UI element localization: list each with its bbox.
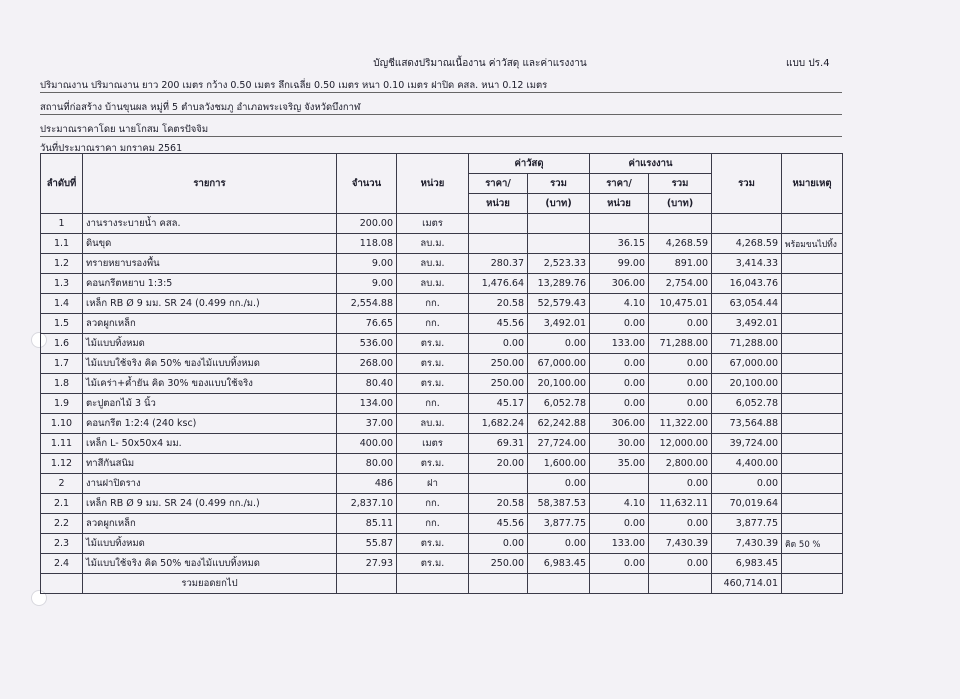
row-qty-cell: 200.00 — [337, 214, 397, 234]
header-material-sum: รวม — [528, 174, 590, 194]
row-labor-total-cell: 0.00 — [649, 474, 712, 494]
row-no-cell: 2.2 — [41, 514, 83, 534]
footer-cell — [337, 574, 397, 594]
row-item-cell: ทาสีกันสนิม — [83, 454, 337, 474]
row-total-cell: 73,564.88 — [712, 414, 782, 434]
row-item-cell: ไม้แบบใช้จริง คิด 50% ของไม้แบบทิ้งหมด — [83, 354, 337, 374]
row-labor-price-cell: 0.00 — [590, 514, 649, 534]
row-unit-cell: ลบ.ม. — [397, 414, 469, 434]
row-item-cell: เหล็ก RB Ø 9 มม. SR 24 (0.499 กก./ม.) — [83, 494, 337, 514]
row-total-cell: 63,054.44 — [712, 294, 782, 314]
table-row — [41, 314, 843, 334]
row-labor-price-cell: 0.00 — [590, 314, 649, 334]
row-no-cell: 1.7 — [41, 354, 83, 374]
row-material-total-cell: 0.00 — [528, 474, 590, 494]
row-qty-cell: 85.11 — [337, 514, 397, 534]
row-labor-total-cell: 0.00 — [649, 514, 712, 534]
row-remark-cell — [782, 334, 843, 354]
row-material-price-cell: 1,682.24 — [469, 414, 528, 434]
footer-cell — [469, 574, 528, 594]
row-labor-price-cell: 99.00 — [590, 254, 649, 274]
row-labor-total-cell: 0.00 — [649, 354, 712, 374]
row-qty-cell: 486 — [337, 474, 397, 494]
row-labor-total-cell: 11,322.00 — [649, 414, 712, 434]
row-material-total-cell: 27,724.00 — [528, 434, 590, 454]
row-remark-cell: คิด 50 % — [782, 534, 843, 554]
row-unit-cell: กก. — [397, 314, 469, 334]
row-remark-cell — [782, 214, 843, 234]
row-labor-price-cell: 35.00 — [590, 454, 649, 474]
cost-table — [40, 153, 843, 594]
footer-cell — [528, 574, 590, 594]
row-total-cell: 0.00 — [712, 474, 782, 494]
table-row — [41, 334, 843, 354]
row-qty-cell: 536.00 — [337, 334, 397, 354]
row-qty-cell: 27.93 — [337, 554, 397, 574]
row-no-cell: 2 — [41, 474, 83, 494]
row-labor-price-cell: 133.00 — [590, 534, 649, 554]
row-unit-cell: ตร.ม. — [397, 534, 469, 554]
row-total-cell: 67,000.00 — [712, 354, 782, 374]
row-labor-total-cell: 0.00 — [649, 554, 712, 574]
row-material-price-cell: 20.58 — [469, 494, 528, 514]
row-material-price-cell: 45.17 — [469, 394, 528, 414]
row-total-cell: 39,724.00 — [712, 434, 782, 454]
row-material-total-cell: 20,100.00 — [528, 374, 590, 394]
row-labor-total-cell: 4,268.59 — [649, 234, 712, 254]
row-labor-price-cell: 0.00 — [590, 554, 649, 574]
row-total-cell: 20,100.00 — [712, 374, 782, 394]
row-qty-cell: 2,554.88 — [337, 294, 397, 314]
row-total-cell: 70,019.64 — [712, 494, 782, 514]
row-no-cell: 2.3 — [41, 534, 83, 554]
footer-cell — [397, 574, 469, 594]
row-remark-cell — [782, 274, 843, 294]
row-total-cell: 6,052.78 — [712, 394, 782, 414]
row-remark-cell — [782, 474, 843, 494]
row-total-cell: 7,430.39 — [712, 534, 782, 554]
row-item-cell: เหล็ก L- 50x50x4 มม. — [83, 434, 337, 454]
footer-row — [41, 574, 843, 594]
row-labor-total-cell: 71,288.00 — [649, 334, 712, 354]
row-total-cell: 4,400.00 — [712, 454, 782, 474]
row-labor-total-cell: 0.00 — [649, 314, 712, 334]
footer-cell — [41, 574, 83, 594]
row-material-price-cell — [469, 214, 528, 234]
location-info: สถานที่ก่อสร้าง บ้านขุนผล หมู่ที่ 5 ตำบลวังชมภู อำเภอพระเจริญ จังหวัดบึงกาฬ — [40, 102, 361, 113]
row-no-cell: 1.1 — [41, 234, 83, 254]
row-labor-price-cell: 4.10 — [590, 294, 649, 314]
row-remark-cell: พร้อมขนไปทิ้ง — [782, 234, 843, 254]
row-labor-total-cell: 7,430.39 — [649, 534, 712, 554]
row-material-price-cell: 20.58 — [469, 294, 528, 314]
footer-cell — [649, 574, 712, 594]
row-item-cell: ไม้แบบใช้จริง คิด 50% ของไม้แบบทิ้งหมด — [83, 554, 337, 574]
row-total-cell: 3,877.75 — [712, 514, 782, 534]
row-labor-total-cell: 11,632.11 — [649, 494, 712, 514]
row-material-price-cell: 250.00 — [469, 554, 528, 574]
row-material-total-cell: 67,000.00 — [528, 354, 590, 374]
table-row — [41, 514, 843, 534]
header-material-sum-unit: (บาท) — [528, 194, 590, 214]
row-unit-cell: ตร.ม. — [397, 334, 469, 354]
header-total: รวม — [712, 154, 782, 214]
header-labor-sum-unit: (บาท) — [649, 194, 712, 214]
header-labor-sum: รวม — [649, 174, 712, 194]
row-labor-price-cell: 306.00 — [590, 274, 649, 294]
row-material-price-cell: 45.56 — [469, 514, 528, 534]
row-unit-cell: ฝา — [397, 474, 469, 494]
row-labor-price-cell — [590, 214, 649, 234]
row-unit-cell: ตร.ม. — [397, 354, 469, 374]
row-item-cell: ไม้แบบทิ้งหมด — [83, 534, 337, 554]
row-material-total-cell: 0.00 — [528, 534, 590, 554]
row-item-cell: ไม้เคร่า+ค้ำยัน คิด 30% ของแบบใช้จริง — [83, 374, 337, 394]
row-no-cell: 2.1 — [41, 494, 83, 514]
table-body — [41, 214, 843, 574]
row-qty-cell: 134.00 — [337, 394, 397, 414]
row-material-price-cell: 0.00 — [469, 334, 528, 354]
row-material-total-cell: 1,600.00 — [528, 454, 590, 474]
row-item-cell: ดินขุด — [83, 234, 337, 254]
row-material-price-cell: 20.00 — [469, 454, 528, 474]
row-labor-total-cell: 12,000.00 — [649, 434, 712, 454]
row-item-cell: เหล็ก RB Ø 9 มม. SR 24 (0.499 กก./ม.) — [83, 294, 337, 314]
row-no-cell: 1.12 — [41, 454, 83, 474]
row-unit-cell: กก. — [397, 514, 469, 534]
table-row — [41, 554, 843, 574]
row-qty-cell: 118.08 — [337, 234, 397, 254]
row-material-price-cell: 1,476.64 — [469, 274, 528, 294]
row-labor-total-cell: 891.00 — [649, 254, 712, 274]
row-material-total-cell: 2,523.33 — [528, 254, 590, 274]
row-labor-total-cell: 0.00 — [649, 374, 712, 394]
row-labor-total-cell: 2,800.00 — [649, 454, 712, 474]
table-row — [41, 274, 843, 294]
document-title: บัญชีแสดงปริมาณเนื้องาน ค่าวัสดุ และค่าแรงงาน — [373, 58, 587, 69]
footer-cell — [590, 574, 649, 594]
row-material-total-cell: 3,492.01 — [528, 314, 590, 334]
row-no-cell: 1.3 — [41, 274, 83, 294]
row-unit-cell: ลบ.ม. — [397, 234, 469, 254]
row-item-cell: ตะปูตอกไม้ 3 นิ้ว — [83, 394, 337, 414]
row-unit-cell: ตร.ม. — [397, 374, 469, 394]
header-remark: หมายเหตุ — [782, 154, 843, 214]
row-item-cell: คอนกรีต 1:2:4 (240 ksc) — [83, 414, 337, 434]
row-material-total-cell — [528, 234, 590, 254]
row-unit-cell: ตร.ม. — [397, 554, 469, 574]
row-material-total-cell: 13,289.76 — [528, 274, 590, 294]
row-total-cell: 16,043.76 — [712, 274, 782, 294]
row-unit-cell: เมตร — [397, 214, 469, 234]
row-no-cell: 2.4 — [41, 554, 83, 574]
row-labor-total-cell — [649, 214, 712, 234]
row-remark-cell — [782, 454, 843, 474]
row-material-total-cell: 58,387.53 — [528, 494, 590, 514]
table-row — [41, 394, 843, 414]
row-no-cell: 1.6 — [41, 334, 83, 354]
row-no-cell: 1 — [41, 214, 83, 234]
date-info: วันที่ประมาณราคา มกราคม 2561 — [40, 143, 183, 154]
footer-label: รวมยอดยกไป — [83, 574, 337, 594]
row-qty-cell: 2,837.10 — [337, 494, 397, 514]
header-material: ค่าวัสดุ — [469, 154, 590, 174]
row-no-cell: 1.5 — [41, 314, 83, 334]
row-remark-cell — [782, 434, 843, 454]
row-qty-cell: 400.00 — [337, 434, 397, 454]
row-material-price-cell: 0.00 — [469, 534, 528, 554]
row-material-price-cell: 69.31 — [469, 434, 528, 454]
row-total-cell: 3,492.01 — [712, 314, 782, 334]
row-unit-cell: กก. — [397, 294, 469, 314]
row-labor-total-cell: 2,754.00 — [649, 274, 712, 294]
row-material-price-cell: 45.56 — [469, 314, 528, 334]
row-qty-cell: 9.00 — [337, 254, 397, 274]
row-unit-cell: เมตร — [397, 434, 469, 454]
row-unit-cell: ตร.ม. — [397, 454, 469, 474]
row-material-total-cell: 62,242.88 — [528, 414, 590, 434]
table-row — [41, 294, 843, 314]
row-material-price-cell — [469, 474, 528, 494]
row-material-price-cell: 280.37 — [469, 254, 528, 274]
row-material-total-cell: 6,052.78 — [528, 394, 590, 414]
row-no-cell: 1.9 — [41, 394, 83, 414]
row-labor-price-cell: 4.10 — [590, 494, 649, 514]
row-labor-price-cell: 0.00 — [590, 394, 649, 414]
footer-cell — [782, 574, 843, 594]
row-qty-cell: 9.00 — [337, 274, 397, 294]
table-row — [41, 454, 843, 474]
row-material-total-cell: 0.00 — [528, 334, 590, 354]
divider-line — [40, 136, 842, 137]
table-row — [41, 414, 843, 434]
row-remark-cell — [782, 554, 843, 574]
row-item-cell: ทรายหยาบรองพื้น — [83, 254, 337, 274]
row-qty-cell: 80.40 — [337, 374, 397, 394]
row-material-total-cell: 52,579.43 — [528, 294, 590, 314]
header-labor-price-unit: หน่วย — [590, 194, 649, 214]
table-row — [41, 494, 843, 514]
table-row — [41, 234, 843, 254]
row-labor-price-cell: 0.00 — [590, 354, 649, 374]
row-material-total-cell — [528, 214, 590, 234]
row-qty-cell: 76.65 — [337, 314, 397, 334]
row-qty-cell: 80.00 — [337, 454, 397, 474]
row-unit-cell: กก. — [397, 494, 469, 514]
row-item-cell: ลวดผูกเหล็ก — [83, 314, 337, 334]
row-labor-total-cell: 0.00 — [649, 394, 712, 414]
row-no-cell: 1.11 — [41, 434, 83, 454]
row-no-cell: 1.10 — [41, 414, 83, 434]
row-remark-cell — [782, 374, 843, 394]
row-qty-cell: 268.00 — [337, 354, 397, 374]
row-labor-price-cell: 133.00 — [590, 334, 649, 354]
row-material-total-cell: 3,877.75 — [528, 514, 590, 534]
row-remark-cell — [782, 354, 843, 374]
row-remark-cell — [782, 494, 843, 514]
row-item-cell: ลวดผูกเหล็ก — [83, 514, 337, 534]
table-row — [41, 254, 843, 274]
row-remark-cell — [782, 254, 843, 274]
estimator-info: ประมาณราคาโดย นายโกสม โคตรปัจจิม — [40, 124, 209, 135]
row-labor-price-cell: 0.00 — [590, 374, 649, 394]
row-item-cell: งานรางระบายน้ำ คสล. — [83, 214, 337, 234]
row-remark-cell — [782, 514, 843, 534]
table-row — [41, 474, 843, 494]
row-total-cell: 4,268.59 — [712, 234, 782, 254]
row-item-cell: งานฝาปิดราง — [83, 474, 337, 494]
row-no-cell: 1.8 — [41, 374, 83, 394]
row-labor-price-cell: 30.00 — [590, 434, 649, 454]
footer-total: 460,714.01 — [712, 574, 782, 594]
row-total-cell: 71,288.00 — [712, 334, 782, 354]
table-row — [41, 374, 843, 394]
row-labor-price-cell: 306.00 — [590, 414, 649, 434]
row-material-price-cell — [469, 234, 528, 254]
header-labor: ค่าแรงงาน — [590, 154, 712, 174]
table-row — [41, 434, 843, 454]
row-labor-price-cell — [590, 474, 649, 494]
row-unit-cell: ลบ.ม. — [397, 274, 469, 294]
row-total-cell — [712, 214, 782, 234]
divider-line — [40, 92, 842, 93]
table-row — [41, 214, 843, 234]
row-item-cell: คอนกรีตหยาบ 1:3:5 — [83, 274, 337, 294]
header-no: ลำดับที่ — [41, 154, 83, 214]
row-remark-cell — [782, 394, 843, 414]
quantity-info: ปริมาณงาน ปริมาณงาน ยาว 200 เมตร กว้าง 0.50 เมตร ลึกเฉลี่ย 0.50 เมตร หนา 0.10 เมตร ฝาปิด คสล. หนา 0.12 เมตร — [40, 80, 548, 91]
row-no-cell: 1.4 — [41, 294, 83, 314]
row-material-price-cell: 250.00 — [469, 374, 528, 394]
header-qty: จำนวน — [337, 154, 397, 214]
form-code: แบบ ปร.4 — [786, 58, 830, 69]
table-row — [41, 354, 843, 374]
row-unit-cell: กก. — [397, 394, 469, 414]
row-unit-cell: ลบ.ม. — [397, 254, 469, 274]
header-material-price-unit: หน่วย — [469, 194, 528, 214]
row-item-cell: ไม้แบบทิ้งหมด — [83, 334, 337, 354]
row-material-price-cell: 250.00 — [469, 354, 528, 374]
row-labor-price-cell: 36.15 — [590, 234, 649, 254]
divider-line — [40, 114, 842, 115]
header-labor-price: ราคา/ — [590, 174, 649, 194]
row-qty-cell: 55.87 — [337, 534, 397, 554]
row-remark-cell — [782, 294, 843, 314]
row-remark-cell — [782, 414, 843, 434]
header-item: รายการ — [83, 154, 337, 214]
row-material-total-cell: 6,983.45 — [528, 554, 590, 574]
row-total-cell: 6,983.45 — [712, 554, 782, 574]
header-unit: หน่วย — [397, 154, 469, 214]
header-material-price: ราคา/ — [469, 174, 528, 194]
row-qty-cell: 37.00 — [337, 414, 397, 434]
table-row — [41, 534, 843, 554]
row-no-cell: 1.2 — [41, 254, 83, 274]
row-remark-cell — [782, 314, 843, 334]
row-labor-total-cell: 10,475.01 — [649, 294, 712, 314]
row-total-cell: 3,414.33 — [712, 254, 782, 274]
